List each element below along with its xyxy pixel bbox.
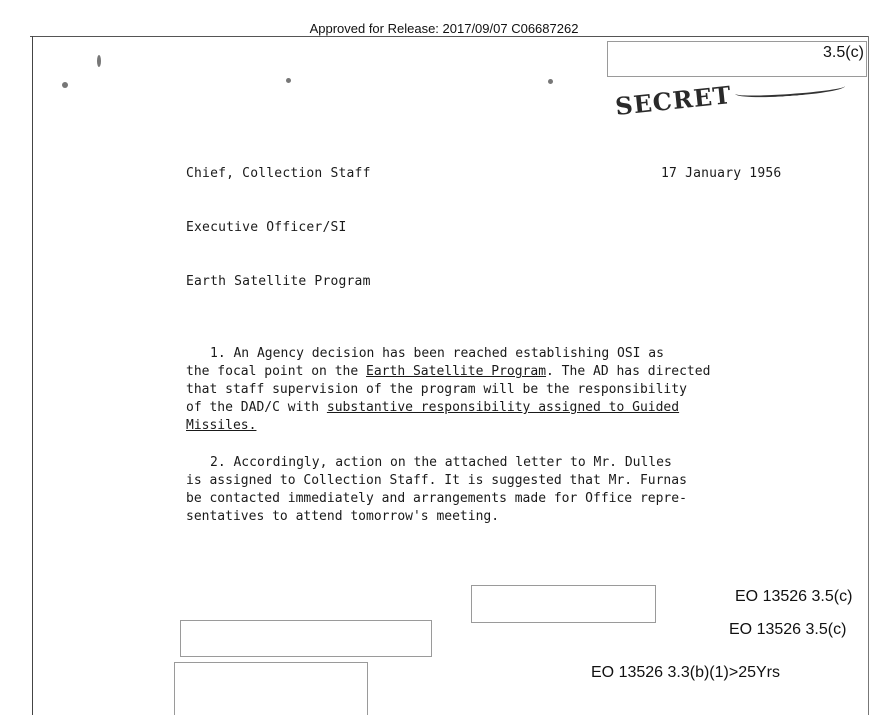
handwritten-mark (735, 80, 846, 100)
redaction-box-3 (174, 662, 368, 715)
redaction-box-1 (471, 585, 656, 623)
paragraph-line (186, 363, 710, 381)
scan-frame-top (30, 36, 868, 37)
paragraph-line: sentatives to attend tomorrow's meeting. (186, 509, 500, 524)
exemption-lower-3: EO 13526 3.3(b)(1)>25Yrs (591, 664, 780, 681)
memo-date: 17 January 1956 (661, 166, 782, 181)
paragraph-line: be contacted immediately and arrangements made for Office repre- (186, 491, 687, 506)
paragraph-line: is assigned to Collection Staff. It is suggested that Mr. Furnas (186, 473, 687, 488)
memo-to: Chief, Collection Staff (186, 166, 371, 181)
scan-frame-right (868, 36, 869, 715)
redaction-box-2 (180, 620, 432, 657)
memo-subject: Earth Satellite Program (186, 274, 371, 289)
exemption-lower-1: EO 13526 3.5(c) (735, 588, 853, 605)
paragraph-line (186, 399, 710, 417)
exemption-top-right: 3.5(c) (823, 44, 864, 61)
scan-speck (548, 79, 553, 84)
scan-speck (97, 55, 101, 67)
paragraph-line: 2. Accordingly, action on the attached letter to Mr. Dulles (210, 455, 672, 470)
scan-speck (62, 82, 68, 88)
release-header: Approved for Release: 2017/09/07 C06687262 (309, 21, 579, 36)
classification-stamp: SECRET (613, 79, 734, 122)
scan-frame-left (32, 36, 33, 715)
paragraph-text: of the DAD/C with (186, 400, 327, 415)
paragraph-line: Missiles. (186, 418, 257, 433)
memo-from: Executive Officer/SI (186, 220, 347, 235)
underlined-responsibility: substantive responsibility assigned to Guided (326, 400, 680, 415)
paragraph-text: . The AD has directed (546, 364, 711, 379)
underlined-program-name: Earth Satellite Program (366, 364, 547, 379)
paragraph-line: 1. An Agency decision has been reached establishing OSI as (210, 346, 664, 361)
paragraph-line: that staff supervision of the program will be the responsibility (186, 382, 687, 397)
scan-speck (286, 78, 291, 83)
exemption-lower-2: EO 13526 3.5(c) (729, 621, 847, 638)
memo-paragraph-1 (186, 345, 710, 435)
paragraph-text: the focal point on the (186, 364, 367, 379)
memo-paragraph-2 (186, 454, 687, 526)
